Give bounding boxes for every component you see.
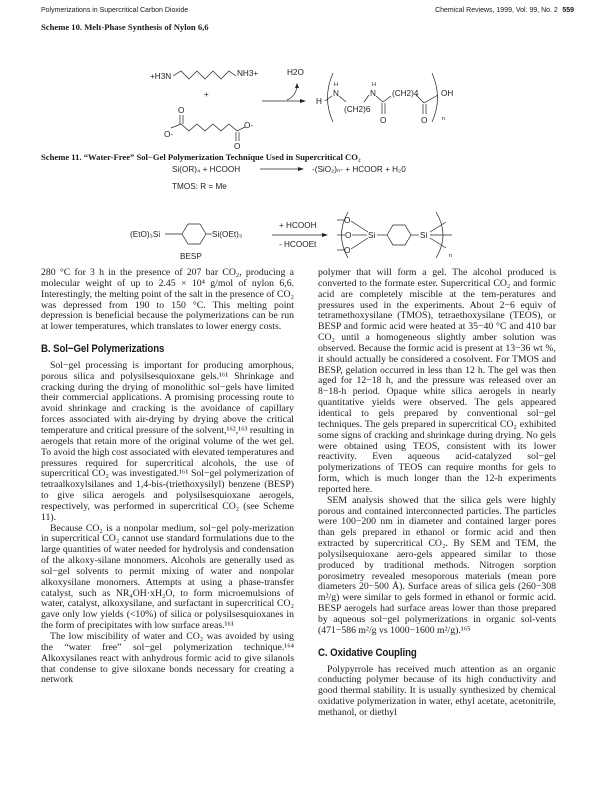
amide-n1: N xyxy=(333,89,339,98)
ammonium-right: NH3+ xyxy=(237,69,259,78)
besp-right-group: Si(OEt)₃ xyxy=(212,230,243,239)
water-label: H2O xyxy=(287,68,304,77)
paragraph: Sol−gel processing is important for producing amorphous, porous silica and polysilsesquioxane gels.¹⁶¹ Shrinkage and cracking during the drying of monolithic sol−gels have limited their commercial applications. A promising processing route to avoid shrinkage and cracking is the avoidance of capillary forces associated with air-drying by drying above the critical temperature and critical pressure of the solvent,¹⁶²,¹⁶³ resulting in aerogels that retain more of the original volume of the wet gel. To avoid the high cost associated with elevated temperatures and pressures required for supercritical alcohols, the use of supercritical CO₂ was investigated.¹⁶¹ Sol−gel polymerization of tetraalkoxylsilanes and 1,4-bis-(triethoxysilyl) benzene (BESP) to give silica aerogels and polysilsesquioxane aerogels, respectively, was performed in supercritical CO₂ (see Scheme 11). xyxy=(41,359,295,523)
running-header-title: Polymerizations in Supercritical Carbon Dioxide xyxy=(41,5,189,14)
carbonyl-o: O xyxy=(178,106,185,115)
amide-o1: O xyxy=(380,116,387,125)
repeat-n: n xyxy=(442,116,446,122)
amide-n2: N xyxy=(370,89,376,98)
benzene-ring xyxy=(182,224,206,244)
nh-h: H xyxy=(334,82,338,88)
adipate-chain xyxy=(171,124,245,131)
reagent-added: + HCOOH xyxy=(279,221,317,230)
bracket-right xyxy=(432,73,438,122)
ch2-4: (CH2)4 xyxy=(392,89,419,98)
water-release-arrow xyxy=(287,86,297,100)
page-number: 559 xyxy=(562,5,574,14)
reaction-schemes xyxy=(0,0,612,265)
acid-o: O xyxy=(421,116,428,125)
paragraph: SEM analysis showed that the silica gels were highly porous and contained interconnected particles. The particles were 100−200 nm in diameter and contained larger pores than gels prepared in ethanol or formic acid and then extracted by supercritical CO₂. By SEM and TEM, the polysilsequioxane aero-gels appeared similar to those produced by traditional methods. Nitrogen sorption porosimetry revealed mesoporous materials (mean pore diameters 20−500 Å). Surface areas of silica gels (260−308 m²/g) were similar to gels formed in ethanol or formic acid. BESP aerogels had surface areas lower than those prepared by aqueous sol−gel polymerizations in organic sol-vents (471−586 m²/g vs 1000−1600 m²/g).¹⁶⁵ xyxy=(318,494,556,636)
carbonyl-o-bottom: O xyxy=(234,142,241,151)
paragraph: polymer that will form a gel. The alcohol produced is converted to the formate ester. Supercritical CO₂ and formic acid are completely miscible at the tem-peratures and pressures used in the experiments. About 2−6 equiv of tetramethoxysilane (TMOS), tetraethoxysilane (TEOS), or BESP and formic acid were heated at 35−40 °C and 410 bar CO₂ until a homogeneous slightly amber solution was observed. Because the formic acid is present at 13−36 wt %, it should actually be considered a cosolvent. For TMOS and BESP, gelation occurred in less than 12 h. The gel was then aged for 12−18 h, and the pressure was released over an 8−18-h period. Opaque white silica aerogels in nearly quantitative yields were observed. The gels appeared identical to gels prepared by conventional sol−gel techniques. The gels prepared in supercritical CO₂ exhibited some signs of cracking and shrinkage during drying. No gels were obtained using TEOS, consistent with its lower reactivity. Even aqueous acid-catalyzed sol−gel polymerizations of TEOS can require months for gels to form, which is much longer than the 12-h experiments reported here. xyxy=(318,267,556,495)
scheme-11-title: Scheme 11. “Water-Free” Sol−Gel Polymerization Technique Used in Supercritical CO₂ xyxy=(41,152,361,162)
paragraph: Polypyrrole has received much attention as an organic conducting polymer because of its high conductivity and good thermal stability. It is usually synthesized by chemical oxidative polymerization in water, ethyl acetate, acetonitrile, methanol, or diethyl xyxy=(318,663,556,718)
carboxylate-o-left: O- xyxy=(164,130,174,139)
repeat-n: n xyxy=(449,253,453,259)
equation-reactants: Si(OR)₄ + HCOOH xyxy=(172,165,241,174)
siloxane-o2: O xyxy=(345,231,352,240)
silicon-right: Si xyxy=(420,231,428,240)
nh-h2: H xyxy=(372,82,376,88)
scheme-10-title: Scheme 10. Melt-Phase Synthesis of Nylon 6,6 xyxy=(41,22,209,32)
right-column xyxy=(318,268,556,719)
ammonium-left: +H3N xyxy=(150,72,172,81)
siloxane-o3: O xyxy=(344,246,351,255)
section-heading-sol-gel: B. Sol−Gel Polymerizations xyxy=(41,343,165,356)
tmos-definition: TMOS: R = Me xyxy=(172,182,227,191)
paragraph: 280 °C for 3 h in the presence of 207 bar CO₂, producing a molecular weight of up to 2.45 × 10⁴ g/mol of nylon 6,6. Interestingly, the melting point of the salt in the presence of CO₂ was depressed from 190 to 150 °C. This melting point depression is beneficial because the polymerizations can be run at lower temperatures, which translates to lower energy costs. xyxy=(41,267,294,333)
product-benzene-ring xyxy=(387,225,411,245)
hexamethylene-chain xyxy=(173,71,236,79)
siloxane-o1: O xyxy=(344,216,351,225)
paragraph: The low miscibility of water and CO₂ was avoided by using the “water free” sol−gel polymerization technique.¹⁶⁴ Alkoxysilanes react with anhydrous formic acid to give silanols that condense to give siloxane bonds necessary for creating a network xyxy=(41,631,294,686)
left-column xyxy=(41,268,294,686)
end-oh: OH xyxy=(441,89,454,98)
scheme-11-diagram xyxy=(130,165,452,261)
equation-products: -(SiO₂)ₙ- + HCOOR + H₂0 xyxy=(312,165,406,174)
carboxylate-o-right: O- xyxy=(244,121,254,130)
byproduct-removed: - HCOOEt xyxy=(279,240,317,249)
end-h: H xyxy=(316,97,322,106)
silicon-left: Si xyxy=(368,231,376,240)
scheme-10-diagram xyxy=(150,68,453,151)
journal-citation: Chemical Reviews, 1999, Vol. 99, No. 2 xyxy=(435,5,558,14)
section-heading-oxidative-coupling: C. Oxidative Coupling xyxy=(318,646,417,659)
plus-sign: + xyxy=(204,90,209,99)
paragraph: Because CO₂ is a nonpolar medium, sol−gel poly-merization in supercritical CO₂ cannot use standard formulations due to the large quantities of water needed for hydrolysis and condensation of the alkoxy-silane monomers. Alcohols are generally used as sol−gel solvents to permit mixing of water and nonpolar alkoxysilane monomers. Attempts at using a phase-transfer catalyst, such as NR₄OH·xH₂O, to form microemulsions of water, catalyst, alkoxysilane, and surfactant in supercritical CO₂ gave only low yields (<10%) of silica or polysilsesquioxanes in the form of precipitates with low surface areas.¹⁶¹ xyxy=(41,522,294,632)
ch2-6: (CH2)6 xyxy=(344,105,371,114)
besp-label: BESP xyxy=(180,252,202,261)
besp-left-group: (EtO)₃Si xyxy=(130,230,161,239)
